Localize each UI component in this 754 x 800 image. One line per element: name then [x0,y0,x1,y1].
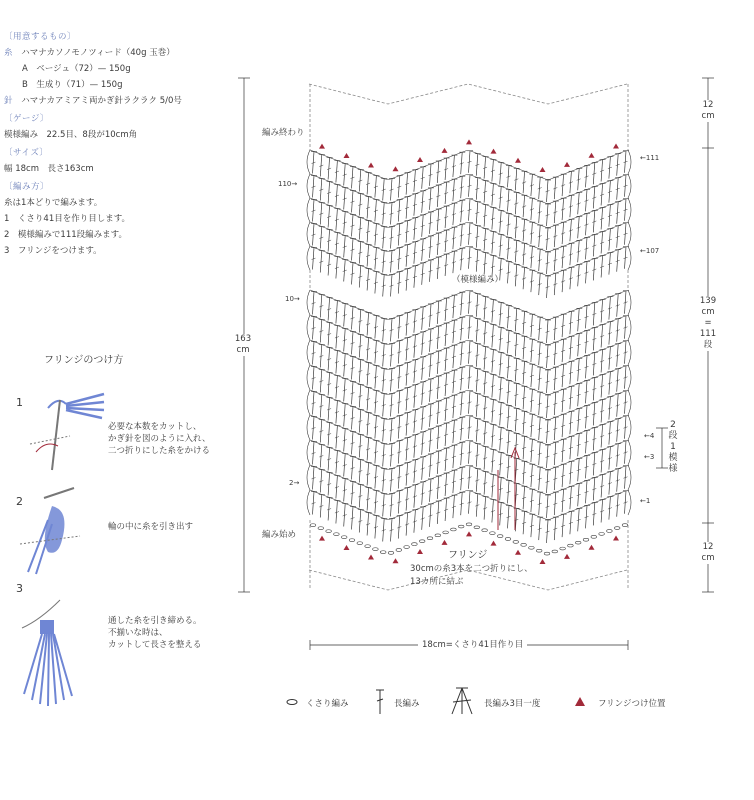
fringe-position-marker [417,157,423,162]
chain-stitch [412,543,418,546]
fringe-position-marker [466,531,472,536]
body-height-value: 139 [699,296,717,306]
method-header: 〔編み方〕 [4,182,50,192]
chain-stitch [326,530,332,533]
total-height-unit: cm [236,345,250,355]
yarn-label: 糸 [4,48,13,58]
row-111-label: ←111 [640,154,660,162]
chain-stitch [474,526,480,529]
chain-stitch [443,531,449,534]
row-3-label: ←3 [644,453,655,461]
fringe-desc-1: 30cmの糸3本を二つ折りにし、 [410,564,533,574]
row-1-label: ←1 [640,497,651,505]
body-height-rows: 111 [699,329,717,339]
fringe-position-marker [491,149,497,154]
fringe-step-1-illustration [30,394,104,470]
body-height-rows-unit: 段 [703,340,713,350]
fringe-step-1-line-3: 二つ折りにした糸をかける [108,446,211,456]
chain-stitch [357,542,363,545]
fringe-position-marker [564,554,570,559]
fringe-position-marker [368,162,374,167]
top-fringe-unit: cm [701,111,715,121]
total-height-label [230,334,256,356]
fringe-position-marker [368,554,374,559]
chain-stitch [318,527,324,530]
chain-stitch [341,536,347,539]
fringe-position-icon [575,697,585,706]
chain-stitch [388,551,394,554]
chain-stitch [349,539,355,542]
needle-name: ハマナカアミアミ両かぎ針ラクラク 5/0号 [21,96,182,106]
fringe-position-marker [319,536,325,541]
fringe-position-marker [393,558,399,563]
size-header: 〔サイズ〕 [4,148,49,158]
chain-stitch [419,540,425,543]
chain-stitch [380,551,386,554]
legend-chain: くさり編み [306,699,349,709]
chain-stitch [575,541,581,544]
fringe-step-2-line-1: 輪の中に糸を引き出す [108,522,194,532]
chain-stitch [544,552,550,555]
body-height-unit: cm [701,307,715,317]
chain-stitch [583,538,589,541]
chain-stitch [451,528,457,531]
materials-header: 〔用意するもの〕 [4,32,77,42]
fringe-howto-title: フリンジのつけ方 [44,355,124,366]
method-step-3: 3 フリンジをつけます。 [4,246,102,256]
fringe-position-marker [344,153,350,158]
chain-stitch [521,543,527,546]
fringe-desc-2: 13カ所に結ぶ [410,577,464,587]
chain-stitch [591,535,597,538]
bottom-fringe-value: 12 [702,542,714,552]
chain-stitch [552,550,558,553]
chain-stitch [614,527,620,530]
total-height-value: 163 [234,334,252,344]
stitch-rows [307,150,631,543]
fringe-position-marker [564,162,570,167]
fringe-position-marker [613,144,619,149]
chain-symbol-icon [287,700,297,705]
chain-stitch [365,545,371,548]
fringe-title: フリンジ [448,550,488,561]
chain-stitch [373,548,379,551]
chain-stitch [622,524,628,527]
fringe-step-3-number: 3 [16,582,23,595]
top-fringe-value: 12 [702,100,714,110]
row-10-label: 10→ [285,295,300,303]
yarn-name: ハマナカソノモノツィード（40g 玉巻） [21,48,175,58]
fringe-step-3-line-2: 不揃いな時は、 [108,628,168,638]
fringe-position-marker [466,139,472,144]
fringe-position-marker [589,545,595,550]
chain-stitch [466,523,472,526]
fringe-position-marker [515,158,521,163]
row-107-label: ←107 [640,247,660,255]
stitch-row [307,246,631,298]
chain-stitch [505,538,511,541]
chain-stitch [497,535,503,538]
dc-symbol-icon [376,690,384,714]
fringe-position-marker [540,559,546,564]
chain-stitch [334,533,340,536]
chain-stitch [513,541,519,544]
fringe-position-marker [393,166,399,171]
fringe-position-marker [491,541,497,546]
legend-dc: 長編み [394,699,420,709]
chain-stitch [607,530,613,533]
fringe-step-2-illustration [20,488,80,574]
repeat-label-2: 段 [668,431,678,441]
chain-stitch [536,549,542,552]
chain-stitch [599,533,605,536]
chain-stitch [435,534,441,537]
width-label: 18cm=くさり41目作り目 [418,638,527,650]
fringe-step-1-number: 1 [16,396,23,409]
fringe-step-1-line-2: かぎ針を図のように入れ、 [108,434,211,444]
row-2-label: 2→ [289,479,300,487]
dc3tog-symbol-icon [452,688,472,714]
chain-stitch [490,532,496,535]
method-intro: 糸は1本どりで編みます。 [4,198,103,208]
row-110-label: 110→ [278,180,298,188]
fringe-step-1-line-1: 必要な本数をカットし、 [108,422,202,432]
gauge-text: 模様編み 22.5目、8段が10cm角 [4,130,138,140]
pattern-label: （模様編み） [452,275,504,285]
fringe-position-marker [344,545,350,550]
chain-stitch [396,549,402,552]
chain-stitch [427,537,433,540]
repeat-label-5: 様 [668,464,678,474]
fringe-position-marker [442,148,448,153]
fringe-step-2-number: 2 [16,495,23,508]
top-fringe-label [696,100,720,122]
chain-stitch [404,546,410,549]
fringe-position-marker [442,540,448,545]
chain-stitch [560,547,566,550]
start-label: 編み始め [262,530,297,540]
legend-dc3tog: 長編み3目一度 [484,699,541,709]
fringe-position-marker [540,167,546,172]
repeat-label-4: 模 [668,453,678,463]
repeat-label [666,420,680,475]
repeat-label-1: 2 [670,420,676,430]
gauge-header: 〔ゲージ〕 [4,114,49,124]
color-b: B 生成り（71）— 150g [22,80,123,90]
repeat-label-3: 1 [670,442,676,452]
fringe-step-3-illustration [22,600,72,706]
fringe-step-3-line-3: カットして長さを整える [108,640,202,650]
bottom-fringe-label [696,542,720,564]
fringe-position-marker [589,153,595,158]
fringe-position-marker [319,144,325,149]
end-label: 編み終わり [262,128,305,138]
needle-label: 針 [4,96,13,106]
fringe-position-marker [613,536,619,541]
method-step-2: 2 模様編みで111段編みます。 [4,230,127,240]
fringe-step-3-line-1: 通した糸を引き締める。 [108,616,202,626]
chain-stitch [482,529,488,532]
chain-stitch [458,525,464,528]
row-4-label: ←4 [644,432,655,440]
chain-stitch [568,544,574,547]
fringe-position-marker [515,550,521,555]
chain-stitch [310,524,316,527]
method-step-1: 1 くさり41目を作り目します。 [4,214,131,224]
bottom-fringe-unit: cm [701,553,715,563]
body-height-label [696,296,720,351]
legend-fringe-position: フリンジつけ位置 [598,699,666,709]
fringe-position-marker [417,549,423,554]
color-a: A ベージュ（72）— 150g [22,64,131,74]
size-text: 幅 18cm 長さ163cm [4,164,94,174]
body-height-equals: = [704,318,712,328]
chain-stitch [529,546,535,549]
